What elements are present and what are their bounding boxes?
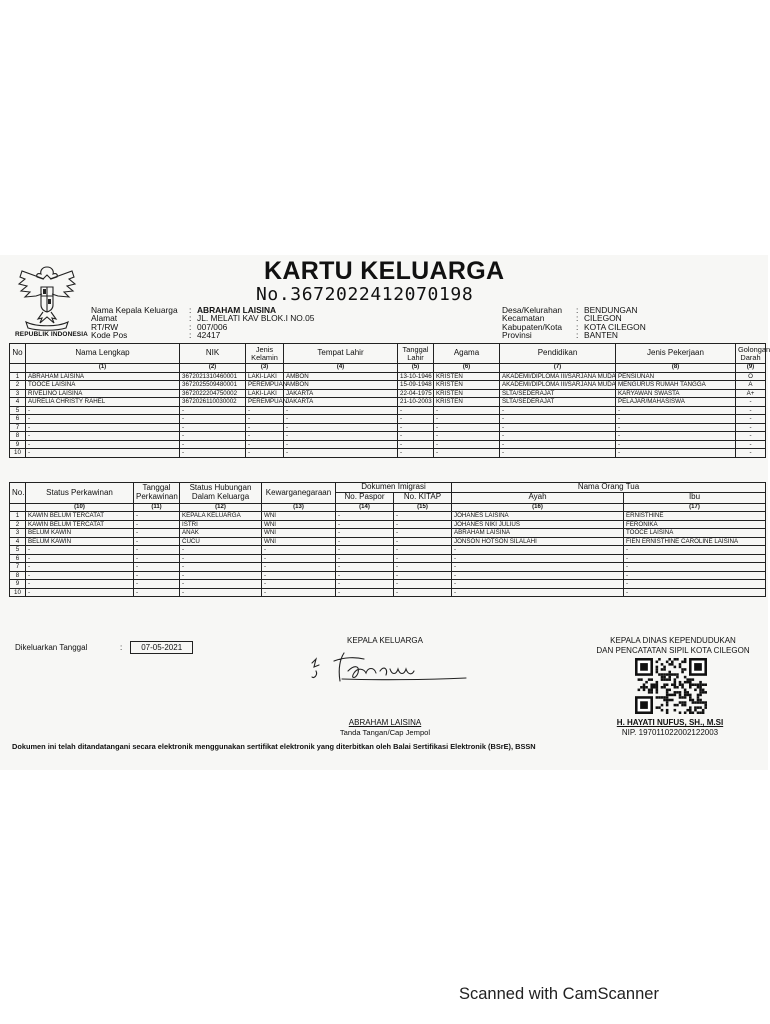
table-cell: - bbox=[434, 406, 500, 415]
table-cell: - bbox=[394, 588, 452, 597]
column-header: Status Hubungan Dalam Keluarga bbox=[180, 483, 262, 504]
table-cell: AURELIA CHRISTY RAHEL bbox=[26, 398, 180, 407]
column-header: Golongan Darah bbox=[736, 344, 766, 364]
table-cell: - bbox=[180, 554, 262, 563]
table-header-row bbox=[10, 344, 766, 364]
table-cell: - bbox=[262, 588, 336, 597]
table-cell: - bbox=[262, 571, 336, 580]
table-cell: - bbox=[180, 563, 262, 572]
table-cell: WNI bbox=[262, 520, 336, 529]
table-cell: - bbox=[500, 440, 616, 449]
table-cell: - bbox=[336, 571, 394, 580]
header-right-row: Kabupaten/Kota : KOTA CILEGON bbox=[502, 321, 646, 332]
column-header: No. KITAP bbox=[394, 492, 452, 503]
table-cell: - bbox=[180, 415, 246, 424]
table-cell: - bbox=[180, 571, 262, 580]
table-cell: TOOCE LAISINA bbox=[624, 529, 766, 538]
column-number-cell: (8) bbox=[616, 364, 736, 373]
column-header: No. Paspor bbox=[336, 492, 394, 503]
table-row bbox=[10, 546, 766, 555]
table-cell: - bbox=[624, 546, 766, 555]
table-cell: KRISTEN bbox=[434, 381, 500, 390]
header-left-row: Alamat : JL. MELATI KAV BLOK.I NO.05 bbox=[91, 313, 315, 324]
table-cell: KARYAWAN SWASTA bbox=[616, 389, 736, 398]
table-cell: - bbox=[284, 423, 398, 432]
table-cell: - bbox=[134, 580, 180, 589]
table-cell: - bbox=[500, 406, 616, 415]
table-cell: 9 bbox=[10, 440, 26, 449]
table-cell: - bbox=[500, 449, 616, 458]
table-cell: - bbox=[262, 563, 336, 572]
table-cell: RIVELINO LAISINA bbox=[26, 389, 180, 398]
column-header: Nama Lengkap bbox=[26, 344, 180, 364]
address-value: JL. MELATI KAV BLOK.I NO.05 bbox=[197, 313, 315, 324]
table-cell: - bbox=[452, 588, 624, 597]
table-cell: - bbox=[336, 537, 394, 546]
table-cell: 6 bbox=[10, 554, 26, 563]
table-cell: - bbox=[246, 449, 284, 458]
table-cell: - bbox=[394, 554, 452, 563]
table-cell: - bbox=[624, 571, 766, 580]
table-cell: TOOCE LAISINA bbox=[26, 381, 180, 390]
table-cell: - bbox=[616, 440, 736, 449]
column-header: Kewarganegaraan bbox=[262, 483, 336, 504]
table-cell: - bbox=[26, 432, 180, 441]
column-number-cell: (9) bbox=[736, 364, 766, 373]
table-cell: - bbox=[284, 432, 398, 441]
table-cell: - bbox=[398, 423, 434, 432]
table-cell: - bbox=[336, 512, 394, 521]
table-cell: - bbox=[736, 432, 766, 441]
table-cell: LAKI-LAKI bbox=[246, 389, 284, 398]
table-cell: 7 bbox=[10, 423, 26, 432]
table-row bbox=[10, 554, 766, 563]
column-number-cell: (10) bbox=[26, 503, 134, 512]
kartu-keluarga-document bbox=[0, 255, 768, 770]
e-signature-disclaimer: Dokumen ini telah ditandatangani secara elektronik menggunakan sertifikat elektronik yang diterbitkan oleh Balai Sertifikasi Elektronik (BSrE), BSSN bbox=[12, 742, 536, 751]
table-row bbox=[10, 520, 766, 529]
table-cell: A+ bbox=[736, 389, 766, 398]
village-value: BENDUNGAN bbox=[584, 305, 638, 315]
table-cell: 22-04-1975 bbox=[398, 389, 434, 398]
column-header: Ibu bbox=[624, 492, 766, 503]
column-number-row bbox=[10, 364, 766, 373]
qr-code-icon bbox=[635, 658, 707, 714]
header-right-row: Provinsi : BANTEN bbox=[502, 330, 618, 341]
table-cell: - bbox=[624, 563, 766, 572]
official-nip: NIP. 197011022002122003 bbox=[621, 728, 719, 737]
table-cell: 15-09-1948 bbox=[398, 381, 434, 390]
issued-colon: : bbox=[120, 643, 123, 652]
header-left-block bbox=[91, 306, 314, 340]
table-cell: FERONIKA bbox=[624, 520, 766, 529]
column-number-row bbox=[10, 503, 766, 512]
table-cell: 9 bbox=[10, 580, 26, 589]
garuda-emblem-icon bbox=[16, 261, 78, 331]
column-number-cell: (17) bbox=[624, 503, 766, 512]
table-cell: 13-10-1946 bbox=[398, 372, 434, 381]
table-cell: - bbox=[434, 449, 500, 458]
table-row bbox=[10, 406, 766, 415]
issued-date: 07-05-2021 bbox=[130, 641, 193, 654]
table-cell: - bbox=[434, 415, 500, 424]
table-row bbox=[10, 512, 766, 521]
table-cell: 5 bbox=[10, 406, 26, 415]
table-cell: - bbox=[336, 563, 394, 572]
table-cell: 1 bbox=[10, 372, 26, 381]
column-group-header: Nama Orang Tua bbox=[452, 483, 766, 493]
table-cell: - bbox=[452, 571, 624, 580]
table-cell: - bbox=[394, 563, 452, 572]
table-cell: - bbox=[336, 520, 394, 529]
column-number-cell bbox=[10, 503, 26, 512]
table-row bbox=[10, 389, 766, 398]
column-number-cell: (1) bbox=[26, 364, 180, 373]
table-row bbox=[10, 537, 766, 546]
table-cell: - bbox=[180, 423, 246, 432]
emblem-caption: REPUBLIK INDONESIA bbox=[15, 331, 88, 338]
scan-margin-bottom bbox=[0, 770, 768, 1024]
table-cell: 1 bbox=[10, 512, 26, 521]
table-cell: - bbox=[26, 571, 134, 580]
table-cell: - bbox=[336, 546, 394, 555]
table-cell: - bbox=[434, 432, 500, 441]
table-cell: 6 bbox=[10, 415, 26, 424]
table-cell: - bbox=[180, 588, 262, 597]
column-header: NIK bbox=[180, 344, 246, 364]
column-number-cell: (11) bbox=[134, 503, 180, 512]
table-cell: - bbox=[284, 406, 398, 415]
scan-margin-top bbox=[0, 0, 768, 255]
table-row bbox=[10, 449, 766, 458]
table-cell: JOHANES NIKI JULIUS bbox=[452, 520, 624, 529]
scanner-watermark: Scanned with CamScanner bbox=[459, 985, 659, 1003]
table-cell: - bbox=[134, 546, 180, 555]
district-value: CILEGON bbox=[584, 313, 622, 324]
table-cell: - bbox=[394, 512, 452, 521]
table-cell: - bbox=[398, 406, 434, 415]
table-cell: - bbox=[284, 440, 398, 449]
table-cell: - bbox=[26, 440, 180, 449]
table-row bbox=[10, 440, 766, 449]
table-cell: - bbox=[26, 563, 134, 572]
table-cell: JAKARTA bbox=[284, 389, 398, 398]
issued-label: Dikeluarkan Tanggal bbox=[15, 643, 88, 652]
table-cell: - bbox=[284, 415, 398, 424]
table-cell: AMBON bbox=[284, 381, 398, 390]
table-cell: LAKI-LAKI bbox=[246, 372, 284, 381]
rt-rw-value: 007/006 bbox=[197, 321, 228, 332]
column-header: No. bbox=[10, 483, 26, 504]
table-row bbox=[10, 588, 766, 597]
column-number-cell: (14) bbox=[336, 503, 394, 512]
official-title: KEPALA DINAS KEPENDUDUKAN DAN PENCATATAN SIPIL KOTA CILEGON bbox=[596, 636, 750, 655]
header-left-row: Kode Pos : 42417 bbox=[91, 330, 221, 341]
table-cell: - bbox=[398, 440, 434, 449]
column-number-cell: (3) bbox=[246, 364, 284, 373]
table-cell: 8 bbox=[10, 432, 26, 441]
table-cell: - bbox=[616, 449, 736, 458]
table-cell: - bbox=[284, 449, 398, 458]
table-cell: - bbox=[394, 580, 452, 589]
table-cell: - bbox=[26, 554, 134, 563]
table-cell: SLTA/SEDERAJAT bbox=[500, 398, 616, 407]
table-cell: AKADEMI/DIPLOMA III/SARJANA MUDA bbox=[500, 372, 616, 381]
kk-number: No.3672022412070198 bbox=[256, 284, 474, 305]
header-right-block bbox=[502, 306, 646, 340]
table-cell: 3672022204750002 bbox=[180, 389, 246, 398]
table-cell: - bbox=[736, 398, 766, 407]
column-number-cell: (16) bbox=[452, 503, 624, 512]
table-cell: CUCU bbox=[180, 537, 262, 546]
table-cell: 2 bbox=[10, 381, 26, 390]
table-cell: - bbox=[336, 529, 394, 538]
table-cell: - bbox=[246, 423, 284, 432]
table-cell: 3 bbox=[10, 389, 26, 398]
column-header: Tempat Lahir bbox=[284, 344, 398, 364]
table-cell: - bbox=[736, 440, 766, 449]
table-cell: - bbox=[26, 415, 180, 424]
column-number-cell bbox=[10, 364, 26, 373]
table-cell: - bbox=[624, 580, 766, 589]
table-row bbox=[10, 571, 766, 580]
table-cell: 5 bbox=[10, 546, 26, 555]
header-left-row: Nama Kepala Keluarga : ABRAHAM LAISINA bbox=[91, 305, 277, 315]
head-of-family-title: KEPALA KELUARGA bbox=[347, 636, 423, 645]
table-cell: - bbox=[246, 440, 284, 449]
table-cell: JONSON HOTSON SILALAHI bbox=[452, 537, 624, 546]
table-cell: - bbox=[616, 432, 736, 441]
table-cell: 10 bbox=[10, 449, 26, 458]
column-header: Ayah bbox=[452, 492, 624, 503]
issued-date-block bbox=[15, 641, 193, 654]
table-cell: - bbox=[394, 546, 452, 555]
table-cell: - bbox=[134, 588, 180, 597]
header-right-row: Desa/Kelurahan : BENDUNGAN bbox=[502, 305, 638, 315]
table-cell: - bbox=[616, 415, 736, 424]
table-cell: - bbox=[452, 563, 624, 572]
table-cell: - bbox=[134, 512, 180, 521]
column-header: Status Perkawinan bbox=[26, 483, 134, 504]
table-cell: - bbox=[134, 537, 180, 546]
city-value: KOTA CILEGON bbox=[584, 321, 646, 332]
column-number-cell: (4) bbox=[284, 364, 398, 373]
table-cell: - bbox=[26, 546, 134, 555]
column-number-cell: (7) bbox=[500, 364, 616, 373]
table-cell: - bbox=[180, 546, 262, 555]
table-cell: - bbox=[180, 432, 246, 441]
family-status-table bbox=[9, 482, 766, 597]
column-header: Agama bbox=[434, 344, 500, 364]
table-cell: - bbox=[398, 432, 434, 441]
column-number-cell: (15) bbox=[394, 503, 452, 512]
table-cell: FIEN ERNISTHINE CAROLINE LAISINA bbox=[624, 537, 766, 546]
table-cell: - bbox=[336, 554, 394, 563]
table-cell: - bbox=[398, 449, 434, 458]
table-cell: - bbox=[452, 546, 624, 555]
table-cell: - bbox=[394, 529, 452, 538]
table-cell: - bbox=[246, 415, 284, 424]
column-number-cell: (5) bbox=[398, 364, 434, 373]
table-cell: MENGURUS RUMAH TANGGA bbox=[616, 381, 736, 390]
table-row bbox=[10, 580, 766, 589]
table-cell: KAWIN BELUM TERCATAT bbox=[26, 520, 134, 529]
table-cell: - bbox=[26, 423, 180, 432]
table-cell: ABRAHAM LAISINA bbox=[26, 372, 180, 381]
table-cell: PELAJAR/MAHASISWA bbox=[616, 398, 736, 407]
table-cell: - bbox=[336, 580, 394, 589]
table-cell: 3 bbox=[10, 529, 26, 538]
table-cell: 3672025509480001 bbox=[180, 381, 246, 390]
table-cell: - bbox=[134, 554, 180, 563]
table-cell: - bbox=[26, 406, 180, 415]
table-cell: - bbox=[26, 588, 134, 597]
table-row bbox=[10, 372, 766, 381]
table-cell: - bbox=[262, 546, 336, 555]
table-cell: - bbox=[180, 580, 262, 589]
table-cell: ERNISTHINE bbox=[624, 512, 766, 521]
table-cell: - bbox=[434, 423, 500, 432]
column-group-header: Dokumen Imigrasi bbox=[336, 483, 452, 493]
table-cell: 10 bbox=[10, 588, 26, 597]
table-row bbox=[10, 415, 766, 424]
table-cell: - bbox=[394, 571, 452, 580]
table-header-row bbox=[10, 483, 766, 493]
table-cell: PEREMPUAN bbox=[246, 398, 284, 407]
table-cell: - bbox=[262, 554, 336, 563]
table-cell: - bbox=[398, 415, 434, 424]
table-cell: KRISTEN bbox=[434, 389, 500, 398]
table-cell: - bbox=[394, 537, 452, 546]
column-number-cell: (6) bbox=[434, 364, 500, 373]
table-cell: A bbox=[736, 381, 766, 390]
table-cell: - bbox=[134, 529, 180, 538]
table-cell: 3672026110030002 bbox=[180, 398, 246, 407]
table-cell: - bbox=[134, 563, 180, 572]
table-cell: KRISTEN bbox=[434, 372, 500, 381]
family-members-table bbox=[9, 343, 770, 458]
table-cell: 21-10-2003 bbox=[398, 398, 434, 407]
table-cell: WNI bbox=[262, 537, 336, 546]
table-cell: SLTA/SEDERAJAT bbox=[500, 389, 616, 398]
table-cell: KEPALA KELUARGA bbox=[180, 512, 262, 521]
table-row bbox=[10, 563, 766, 572]
table-cell: - bbox=[500, 423, 616, 432]
table-cell: KRISTEN bbox=[434, 398, 500, 407]
table-row bbox=[10, 423, 766, 432]
table-cell: BELUM KAWIN bbox=[26, 529, 134, 538]
table-cell: ISTRI bbox=[180, 520, 262, 529]
head-of-family-name: ABRAHAM LAISINA bbox=[348, 718, 422, 727]
head-of-family-value: ABRAHAM LAISINA bbox=[197, 305, 277, 315]
postal-code-value: 42417 bbox=[197, 330, 221, 341]
table-cell: - bbox=[616, 423, 736, 432]
province-value: BANTEN bbox=[584, 330, 618, 341]
table-cell: 4 bbox=[10, 398, 26, 407]
table-cell: - bbox=[452, 580, 624, 589]
table-cell: - bbox=[26, 580, 134, 589]
table-cell: AKADEMI/DIPLOMA III/SARJANA MUDA bbox=[500, 381, 616, 390]
table-row bbox=[10, 432, 766, 441]
table-cell: - bbox=[180, 449, 246, 458]
table-cell: O bbox=[736, 372, 766, 381]
table-cell: - bbox=[246, 432, 284, 441]
column-number-cell: (12) bbox=[180, 503, 262, 512]
table-cell: - bbox=[336, 588, 394, 597]
table-cell: - bbox=[246, 406, 284, 415]
table-row bbox=[10, 529, 766, 538]
table-cell: - bbox=[500, 415, 616, 424]
table-cell: AMBON bbox=[284, 372, 398, 381]
table-cell: - bbox=[736, 423, 766, 432]
column-header: No bbox=[10, 344, 26, 364]
signature-caption: Tanda Tangan/Cap Jempol bbox=[339, 728, 431, 737]
table-cell: - bbox=[624, 588, 766, 597]
table-cell: ABRAHAM LAISINA bbox=[452, 529, 624, 538]
header-right-row: Kecamatan : CILEGON bbox=[502, 313, 622, 324]
table-cell: - bbox=[452, 554, 624, 563]
table-cell: 8 bbox=[10, 571, 26, 580]
table-row bbox=[10, 381, 766, 390]
column-number-cell: (13) bbox=[262, 503, 336, 512]
table-cell: BELUM KAWIN bbox=[26, 537, 134, 546]
table-cell: PENSIUNAN bbox=[616, 372, 736, 381]
table-cell: - bbox=[500, 432, 616, 441]
table-cell: - bbox=[262, 580, 336, 589]
table-cell: - bbox=[736, 449, 766, 458]
table-cell: - bbox=[134, 520, 180, 529]
table-cell: - bbox=[180, 406, 246, 415]
table-cell: - bbox=[180, 440, 246, 449]
table-cell: - bbox=[394, 520, 452, 529]
column-header: Jenis Pekerjaan bbox=[616, 344, 736, 364]
table-cell: WNI bbox=[262, 512, 336, 521]
table-cell: - bbox=[26, 449, 180, 458]
table-cell: 2 bbox=[10, 520, 26, 529]
table-cell: - bbox=[134, 571, 180, 580]
column-header: Tanggal Lahir bbox=[398, 344, 434, 364]
column-number-cell: (2) bbox=[180, 364, 246, 373]
table-cell: 4 bbox=[10, 537, 26, 546]
table-cell: JAKARTA bbox=[284, 398, 398, 407]
table-cell: - bbox=[616, 406, 736, 415]
table-cell: - bbox=[434, 440, 500, 449]
table-cell: 3672021310460001 bbox=[180, 372, 246, 381]
table-cell: KAWIN BELUM TERCATAT bbox=[26, 512, 134, 521]
table-cell: 7 bbox=[10, 563, 26, 572]
column-header: Jenis Kelamin bbox=[246, 344, 284, 364]
table-cell: PEREMPUAN bbox=[246, 381, 284, 390]
document-title: KARTU KELUARGA bbox=[264, 257, 505, 285]
signature-mark bbox=[304, 647, 474, 687]
table-cell: - bbox=[624, 554, 766, 563]
column-header: Tanggal Perkawinan bbox=[134, 483, 180, 504]
table-cell: - bbox=[736, 406, 766, 415]
table-cell: WNI bbox=[262, 529, 336, 538]
header-left-row: RT/RW : 007/006 bbox=[91, 321, 228, 332]
table-cell: - bbox=[736, 415, 766, 424]
table-row bbox=[10, 398, 766, 407]
column-header: Pendidikan bbox=[500, 344, 616, 364]
table-cell: JOHANES LAISINA bbox=[452, 512, 624, 521]
table-cell: ANAK bbox=[180, 529, 262, 538]
official-name: H. HAYATI NUFUS, SH., M.SI bbox=[616, 718, 724, 727]
